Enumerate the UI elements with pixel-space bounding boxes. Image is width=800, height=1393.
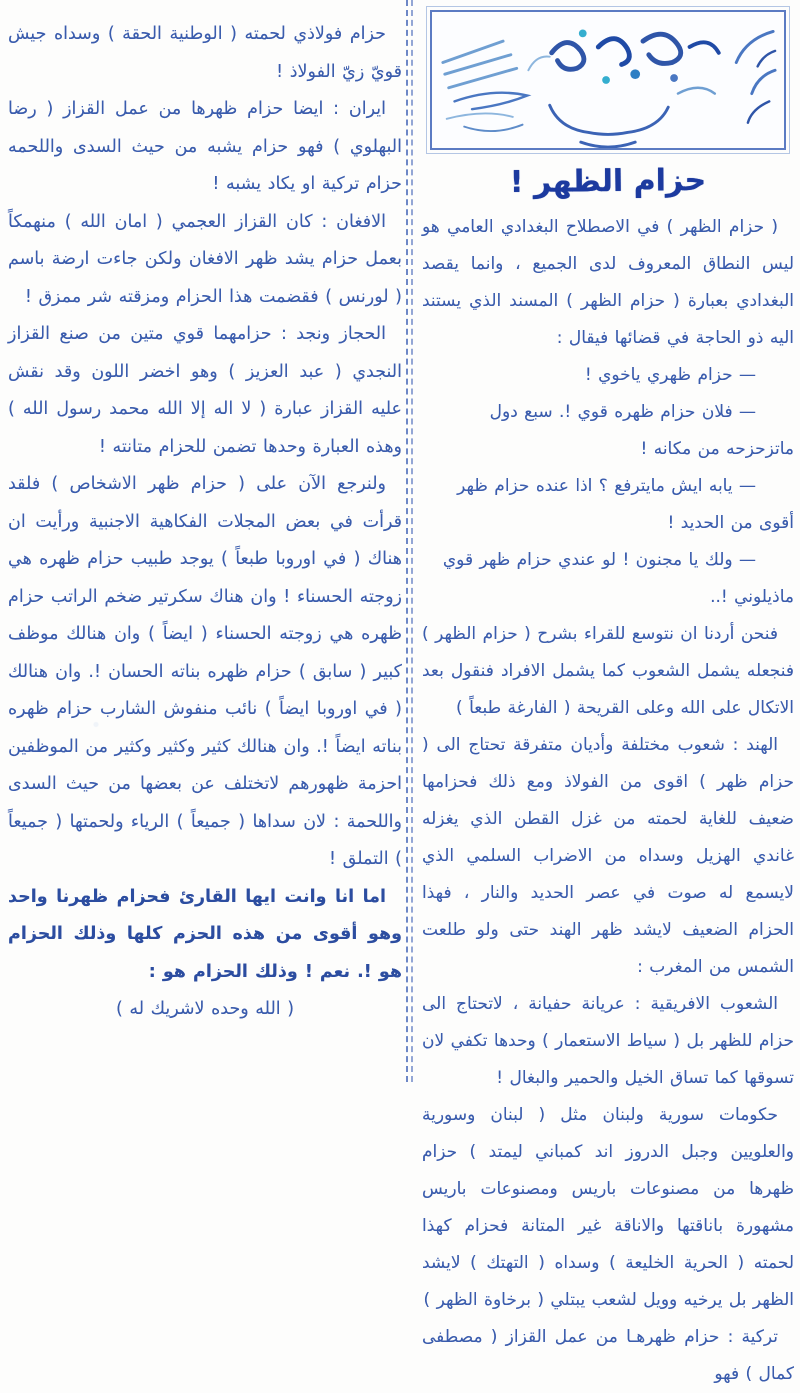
paragraph-iran: ايران : ايضا حزام ظهرها من عمل القزاز ( رضا البهلوي ) فهو حزام يشبه من حيث السدى واللحمه حزام تركية او يكاد يشبه !: [8, 99, 402, 194]
paragraph-explanation: فنحن أردنا ان نتوسع للقراء بشرح ( حزام الظهر ) فنجعله يشمل الشعوب كما يشمل الافراد فنقول بعد الاتكال على الله وعلى القريحة ( الفارغة طبعاً ): [422, 624, 794, 718]
paragraph-india: الهند : شعوب مختلفة وأديان متفرقة تحتاج الى ( حزام ظهر ) اقوى من الفولاذ ومع ذلك فحزامها ضعيف للغاية لحمته من غزل القطن الذي يغزله غاندي الهزيل وسداه من الاضراب السلمي الذي لايسمع له صوت في عصر الحديد والنار ، فهذا الحزام الضعيف لايشد ظهر الهند حتى ولو طلعت الشمس من المغرب :: [422, 735, 794, 977]
masthead-illustration: [430, 10, 786, 150]
paragraph-afghans: الافغان : كان القزاز العجمي ( امان الله ) منهمكاً بعمل حزام يشد ظهر الافغان ولكن جاءت ارضة باسم ( لورنس ) فقضمت هذا الحزام ومزقته شر ممزق !: [8, 211, 402, 307]
dialogue-line: — حزام ظهري ياخوي !: [584, 365, 756, 385]
dialogue-line: — ولك يا مجنون ! لو عندي حزام ظهر قوي ماذيلوني !..: [442, 550, 794, 607]
article-title: حزام الظهر !: [509, 162, 707, 201]
article-continuation-column: [8, 16, 402, 1029]
article-start-column: [422, 6, 794, 1393]
column-divider: [406, 0, 413, 1082]
paragraph-conclusion: اما انا وانت ايها القارئ فحزام ظهرنا واحد وهو أقوى من هذه الحزم كلها وذلك الحزام هو !. نعم ! وذلك الحزام هو :: [8, 886, 402, 982]
paragraph-intro: ( حزام الظهر ) في الاصطلاح البغدادي العامي هو ليس النطاق المعروف لدى الجميع ، وانما يقصد البغدادي بعبارة ( حزام الظهر ) المسند الذي يستند اليه ذو الحاجة في قضائها فيقال :: [422, 217, 794, 348]
paragraph-turkey-start: تركية : حزام ظهرهـا من عمل القزاز ( مصطفى كمال ) فهو: [422, 1327, 794, 1384]
closing-line: ( الله وحده لاشريك له ): [115, 999, 295, 1019]
paragraph-hejaz-najd: الحجاز ونجد : حزامهما قوي متين من صنع القزاز النجدي ( عبد العزيز ) وهو اخضر اللون وقد نقش عليه القزاز عبارة ( لا اله إلا الله محمد رسول الله ) وهذه العبارة وحدها تضمن للحزام متانته !: [8, 324, 402, 457]
dialogue-line: — يابه ايش مايترفع ؟ اذا عنده حزام ظهر أقوى من الحديد !: [457, 476, 794, 533]
paragraph-african-peoples: الشعوب الافريقية : عريانة حفيانة ، لاتحتاج الى حزام للظهر بل ( سياط الاستعمار ) وحدها تكفي لان تسوقها كما تساق الخيل والحمير والبغال !: [422, 994, 794, 1088]
paragraph-syria-lebanon: حكومات سورية ولبنان مثل ( لبنان وسورية والعلويين وجبل الدروز اند كمباني ليمتد ) حزام ظهرها من مصنوعات باريس ومصنوعات باريس مشهورة باناقتها والاناقة غير المتانة فحزام كهذا لحمته ( الحرية الخليعة ) وسداه ( التهتك ) لايشد الظهر بل يرخيه وويل لشعب يبتلي ( برخاوة الظهر ): [422, 1105, 794, 1310]
calligraphic-masthead-sketch-icon: [432, 12, 784, 148]
paragraph-turkey-continued: حزام فولاذي لحمته ( الوطنية الحقة ) وسداه جيش قويّ زيّ الفولاذ !: [8, 24, 402, 82]
paragraph-persons-belts: ولنرجع الآن على ( حزام ظهر الاشخاص ) فلقد قرأت في بعض المجلات الفكاهية الاجنبية ورأيت ان هناك ( في اوروبا طبعاً ) يوجد طبيب حزام ظهره هي زوجته الحسناء ! وان هناك سكرتير ضخم الراتب حزام ظهره هي زوجته الحسناء ( ايضاً ) وان هنالك موظف كبير ( سابق ) حزام ظهره بناته الحسان !. وان هنالك ( في اوروبا ايضاً ) نائب منفوش الشارب حزام ظهره بناته ايضاً !. وان هنالك كثير وكثير وكثير من الموظفين احزمة ظهورهم لاتختلف عن بعضها من حيث السدى واللحمة : لان سداها ( جميعاً ) الرياء ولحمتها ( جميعاً ) التملق !: [8, 474, 402, 869]
dialogue-line: — فلان حزام ظهره قوي !. سبع دول ماتزحزحه من مكانه !: [489, 402, 794, 459]
